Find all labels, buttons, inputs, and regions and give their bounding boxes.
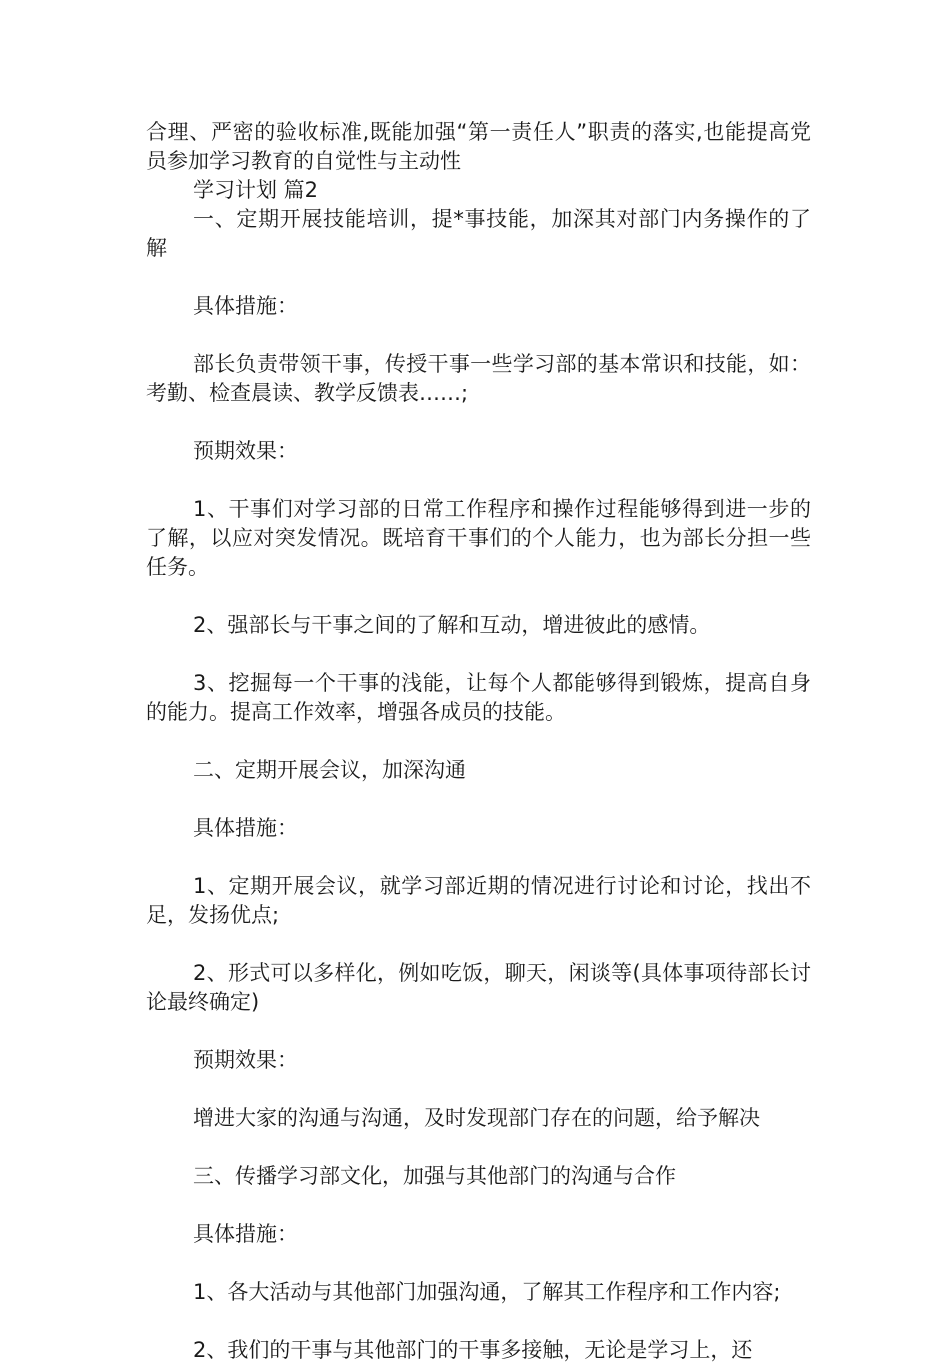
paragraph-effect-2a: 增进大家的沟通与沟通，及时发现部门存在的问题，给予解决 (193, 1106, 760, 1130)
document-body (146, 118, 811, 1365)
item-heading-3: 三、传播学习部文化，加强与其他部门的沟通与合作 (193, 1164, 676, 1188)
paragraph-measures-2a: 1、定期开展会议，就学习部近期的情况进行讨论和讨论，找出不足，发扬优点; (146, 874, 811, 927)
item-heading-2: 二、定期开展会议，加深沟通 (193, 758, 466, 782)
measures-label: 具体措施： (193, 294, 298, 318)
section-heading: 学习计划 篇2 (193, 178, 319, 202)
paragraph-effect-2: 2、强部长与干事之间的了解和互动，增进彼此的感情。 (193, 613, 711, 637)
paragraph-measures-1: 部长负责带领干事，传授干事一些学习部的基本常识和技能，如：考勤、检查晨读、教学反馈表……; (146, 352, 811, 405)
paragraph-effect-1: 1、干事们对学习部的日常工作程序和操作过程能够得到进一步的了解，以应对突发情况。既培育干事们的个人能力，也为部长分担一些任务。 (146, 497, 811, 579)
effects-label: 预期效果： (193, 439, 298, 463)
measures-label: 具体措施： (193, 1222, 298, 1246)
measures-label: 具体措施： (193, 816, 298, 840)
paragraph-effect-3: 3、挖掘每一个干事的浅能，让每个人都能够得到锻炼，提高自身的能力。提高工作效率，增强各成员的技能。 (146, 671, 811, 724)
effects-label: 预期效果： (193, 1048, 298, 1072)
item-heading-1: 一、定期开展技能培训，提*事技能，加深其对部门内务操作的了解 (146, 207, 811, 260)
paragraph-measures-2b: 2、形式可以多样化，例如吃饭，聊天，闲谈等(具体事项待部长讨论最终确定) (146, 961, 811, 1014)
paragraph-measures-3b: 2、我们的干事与其他部门的干事多接触，无论是学习上，还 (193, 1338, 753, 1362)
paragraph-closing-sentence: 合理、严密的验收标准,既能加强“第一责任人”职责的落实,也能提高党员参加学习教育的自觉性与主动性 (146, 120, 811, 173)
paragraph-measures-3a: 1、各大活动与其他部门加强沟通，了解其工作程序和工作内容; (193, 1280, 781, 1304)
